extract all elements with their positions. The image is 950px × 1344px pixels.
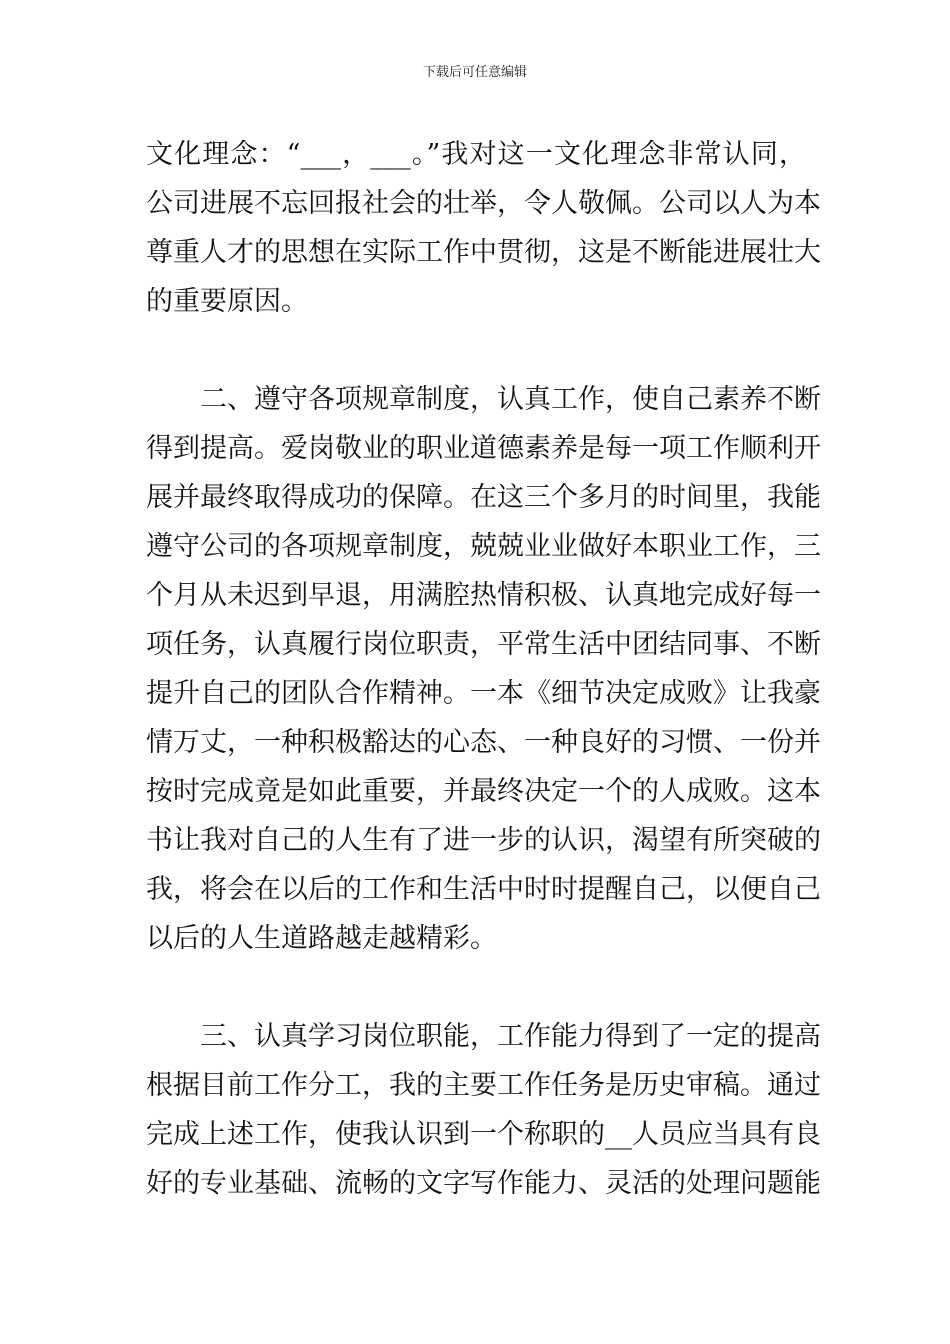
text-line: 以后的人生道路越走越精彩。 — [146, 923, 497, 954]
text-line: 提升自己的团队合作精神。一本《细节决定成败》让我豪 — [146, 678, 821, 709]
paragraph-gap — [146, 963, 806, 1012]
text-line: 公司进展不忘回报社会的壮举，令人敬佩。公司以人为本 — [146, 188, 821, 219]
paragraph-rules — [146, 375, 821, 963]
page-header: 下载后可任意编辑 — [422, 65, 527, 80]
text-line: 二、遵守各项规章制度，认真工作，使自己素养不断 — [146, 384, 821, 415]
text-line: 我，将会在以后的工作和生活中时时提醒自己，以便自己 — [146, 874, 821, 905]
paragraph-learning — [146, 1012, 821, 1208]
paragraph-culture — [146, 130, 821, 326]
paragraph-gap — [146, 326, 806, 375]
text-line: 书让我对自己的人生有了进一步的认识，渴望有所突破的 — [146, 825, 821, 856]
text-line: 展并最终取得成功的保障。在这三个多月的时间里，我能 — [146, 482, 821, 513]
text-line: 好的专业基础、流畅的文字写作能力、灵活的处理问题能 — [146, 1168, 821, 1199]
text-line: 个月从未迟到早退，用满腔热情积极、认真地完成好每一 — [146, 580, 821, 611]
text-line: 根据目前工作分工，我的主要工作任务是历史审稿。通过 — [146, 1070, 821, 1101]
text-line: 遵守公司的各项规章制度，兢兢业业做好本职业工作，三 — [146, 531, 821, 562]
text-line: 情万丈，一种积极豁达的心态、一种良好的习惯、一份并 — [146, 727, 821, 758]
text-line: 尊重人才的思想在实际工作中贯彻，这是不断能进展壮大 — [146, 237, 821, 268]
text-line: 按时完成竟是如此重要，并最终决定一个的人成败。这本 — [146, 776, 821, 807]
document-body — [146, 130, 821, 1208]
text-line: 完成上述工作，使我认识到一个称职的__人员应当具有良 — [146, 1119, 821, 1150]
text-line: 三、认真学习岗位职能，工作能力得到了一定的提高 — [146, 1021, 821, 1052]
text-line: 得到提高。爱岗敬业的职业道德素养是每一项工作顺利开 — [146, 433, 821, 464]
text-line: 文化理念：“___，___。”我对这一文化理念非常认同， — [146, 139, 806, 170]
text-line: 项任务，认真履行岗位职责，平常生活中团结同事、不断 — [146, 629, 821, 660]
text-line: 的重要原因。 — [146, 286, 308, 317]
